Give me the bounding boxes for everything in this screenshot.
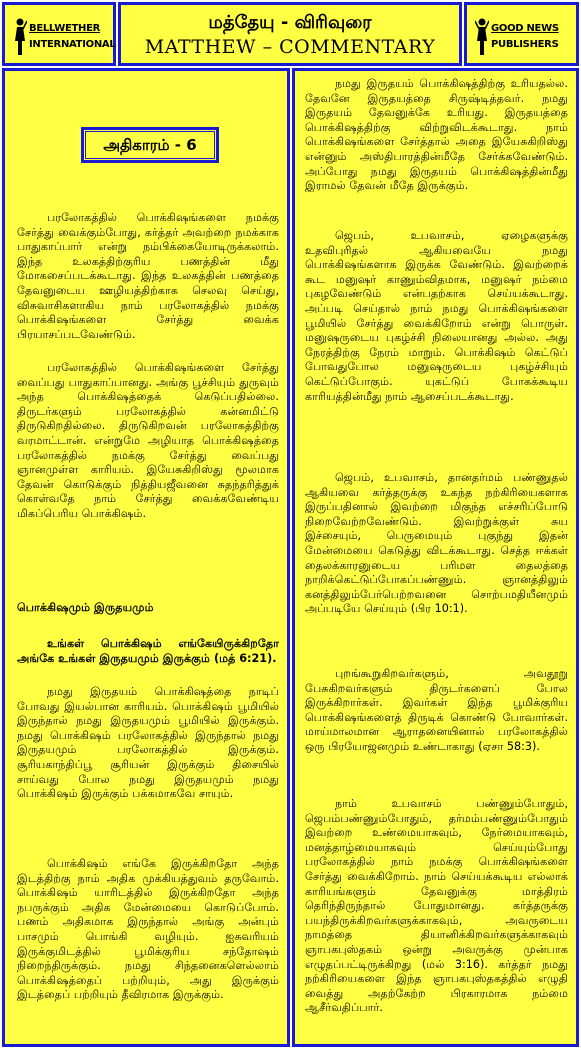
paragraph: நமது இருதயம் பொக்கிஷத்தை நாடிப் போவது இயல்பான காரியம். பொக்கிஷம் பூமியில் இருந்தால் நமது இருதயமும் பூமியில் இருக்கும். நமது பொக்கிஷம் பரலோகத்தில் இருந்தால் நமது இருதயமும் பரலோகத்தில் இருக்கும். சூரியகாந்திப்பூ சூரியன் இருக்கும் திசையில் சாய்வது போல நமது இருதயமும் நமது பொக்கிஷம் இருக்கும் பக்கமாகவே சாயும்.	[17, 685, 279, 801]
scripture-quote: உங்கள் பொக்கிஷம் எங்கேயிருக்கிறதோ அங்கே உங்கள் இருதயமும் இருக்கும் (மத் 6:21).	[17, 637, 279, 665]
header-left-logo-box	[2, 2, 116, 66]
left-column	[2, 68, 290, 1047]
good-news-logo	[473, 13, 573, 57]
good-news-figure-icon	[475, 17, 489, 57]
chapter-label: அதிகாரம் - 6	[81, 127, 219, 163]
paragraph: ஜெபம், உபவாசம், தானதர்மம் பண்ணுதல் ஆகியவை கர்த்தருக்கு உகந்த நற்கிரியைகளாக இருப்பதினால் இவற்றை மிகுந்த எச்சரிப்போடு நிறைவேற்றவேண்டும். இவற்றுக்குள் சுய இச்சையும், பெருமையும் புகுந்து இதன் மேன்மையை கெடுத்து விடக்கூடாது. செத்த ஈக்கள் தைலக்காரனுடைய பரிமள தைலத்தை நாறிக்கெட்டுப்போகப்பண்ணும். ஞானத்திலும் கனத்திலும்பேர்பெற்றவனை சொற்பமதியீனமும் அப்படியே செய்யும் (பிர 10:1).	[305, 471, 568, 616]
right-column	[292, 68, 579, 1047]
header-title-box	[118, 2, 462, 66]
left-logo-line1: BELLWETHER	[29, 23, 101, 34]
paragraph: ஜெபம், உபவாசம், ஏழைகளுக்கு உதவிபுரிதல் ஆகியவையே நமது பொக்கிஷங்களாக இருக்க வேண்டும். இவற்றைக் கூட மனுஷர் காணும்விதமாக, மனுஷர் நம்மை புகழவேண்டும் என்பதற்காக செய்யக்கூடாது. அப்படி செய்தால் நாம் நமது பொக்கிஷங்களை பூமியில் சேர்த்து வைக்கிறோம் என்று பொருள். மனுஷருடைய புகழ்ச்சி நிலையானது அல்ல. அது நேரத்திற்கு நேரம் மாறும். பொக்கிஷம் கெட்டுப் போவதுபோல மனுஷருடைய புகழ்ச்சியும் கெட்டுப்போகும். யுகட்டுப் போகக்கூடிய காரியத்தின்மீது நாம் ஆசைப்படக்கூடாது.	[305, 229, 568, 403]
paragraph: பொக்கிஷம் எங்கே இருக்கிறதோ அந்த இடத்திற்கு நாம் அதிக முக்கியத்துவம் தருவோம். பொக்கிஷம் யாரிடத்தில் இருக்கிறதோ அந்த நபருக்கும் அதிக மேன்மையை கொடுப்போம். பணம் அதிகமாக இருந்தால் அங்கு அன்பும் பாசமும் பொங்கி வழியும். ஐசுவரியம் இருக்குமிடத்தில் பூமிக்குரிய சந்தோஷம் நிறைந்திருக்கும். நமது சிந்தனைகளெல்லாம் பொக்கிஷத்தைப் பற்றியும், அது இருக்கும் இடத்தைப் பற்றியும் தீவிரமாக இருக்கும்.	[17, 857, 279, 1002]
section-heading: பொக்கிஷமும் இருதயமும்	[17, 601, 154, 614]
paragraph: நமது இருதயம் பொக்கிஷத்திற்கு உரியதல்ல. தேவனே இருதயத்தை சிருஷ்டித்தவர். நமது இருதயம் தேவனுக்கே உரியது. இருதயத்தை பொக்கிஷத்திற்கு விற்றுவிடக்கூடாது. நாம் பொக்கிஷங்களை சேர்த்தால் அதை இயேசுகிறிஸ்து என்னும் அஸ்திபாரத்தின்மீதே சேர்க்கவேண்டும். அப்போது நமது இருதயம் பொக்கிஷத்தின்மீது இராமல் தேவன் மீதே இருக்கும்.	[305, 77, 568, 193]
paragraph: புறங்கூறுகிறவர்களும், அவதூறு பேசுகிறவர்களும் திருடர்களைப் போல இருக்கிறார்கள். இவர்கள் இந்த பூமிக்குரிய பொக்கிஷங்களைத் திருடிக் கொண்டு போவார்கள். மாய்மாலமான ஆராதனையினால் பரலோகத்தில் ஒரு பிரயோஜனமும் உண்டாகாது (ஏசா 58:3).	[305, 667, 568, 753]
header-right-logo-box	[464, 2, 579, 66]
title-tamil: மத்தேயு - விரிவுரை	[208, 12, 372, 33]
left-logo-line2: INTERNATIONAL	[29, 39, 116, 50]
bellwether-figure-icon	[13, 17, 27, 57]
paragraph: பரலோகத்தில் பொக்கிஷங்களை சேர்த்து வைப்பது பாதுகாப்பானது. அங்கு பூச்சியும் துருவும் அந்த பொக்கிஷத்தைக் கெடுப்பதில்லை. திருடர்களும் பரலோகத்தில் கன்னமிட்டு திருடுகிறதில்லை. திருடுகிறவன் பரலோகத்திற்கு வரமாட்டான். என்றுமே அழியாத பொக்கிஷத்தை பரலோகத்தில் நமக்கு சேர்த்து வைப்பது ஞானமுள்ள காரியம். இயேசுகிறிஸ்து மூலமாக தேவன் கொடுக்கும் நித்தியஜீவனை சுதந்தரித்துக் கொள்வதே நாம் சேர்த்து வைக்கவேண்டிய மிகப்பெரிய பொக்கிஷம்.	[17, 361, 279, 520]
paragraph: நாம் உபவாசம் பண்ணும்போதும், ஜெபம்பண்ணும்போதும், தர்மம்பண்ணும்போதும் இவற்றை உண்மையாகவும், நேர்மையாகவும், மனத்தாழ்மையாகவும் செய்யும்போது பரலோகத்தில் நாம் நமக்கு பொக்கிஷங்களை சேர்த்து வைக்கிறோம். நாம் செய்யக்கூடிய எல்லாக் காரியங்களும் தேவனுக்கு மாத்திரம் தெரிந்திருந்தால் போதுமானது. கர்த்தருக்கு பயந்திருக்கிறவர்களுக்காகவும், அவருடைய நாமத்தை தியானிக்கிறவர்களுக்காகவும் ஞாபகபுஸ்தகம் ஒன்று அவருக்கு முன்பாக எழுதப்பட்டிருக்கிறது (மல் 3:16). கர்த்தர் நமது நற்கிரியைகளை இந்த ஞாபகபுஸ்தகத்தில் எழுதி வைத்து அதற்கேற்ற பிரகாரமாக நம்மை ஆசீர்வதிப்பார்.	[305, 797, 568, 1015]
right-logo-line2: PUBLISHERS	[491, 39, 559, 50]
paragraph: பரலோகத்தில் பொக்கிஷங்களை நமக்கு சேர்த்து வைக்கும்போது, கர்த்தர் அவற்றை நமக்காக பாதுகாப்பார் என்று நம்பிக்கையோடிருக்கலாம். இந்த உலகத்திற்குரிய பணத்தின் மீது மோகசைப்படக்கூடாது. இந்த உலகத்தின் பணத்தை தேவனுடைய ஊழியத்திற்காக செலவு செய்து, விசுவாசிகளாகிய நாம் பரலோகத்தில் நமக்கு பொக்கிஷங்களை சேர்த்து வைக்க பிரயாசப்படவேண்டும்.	[17, 211, 279, 341]
right-logo-line1: GOOD NEWS	[491, 23, 559, 34]
title-english: MATTHEW – COMMENTARY	[144, 36, 436, 58]
bellwether-logo	[11, 13, 116, 57]
